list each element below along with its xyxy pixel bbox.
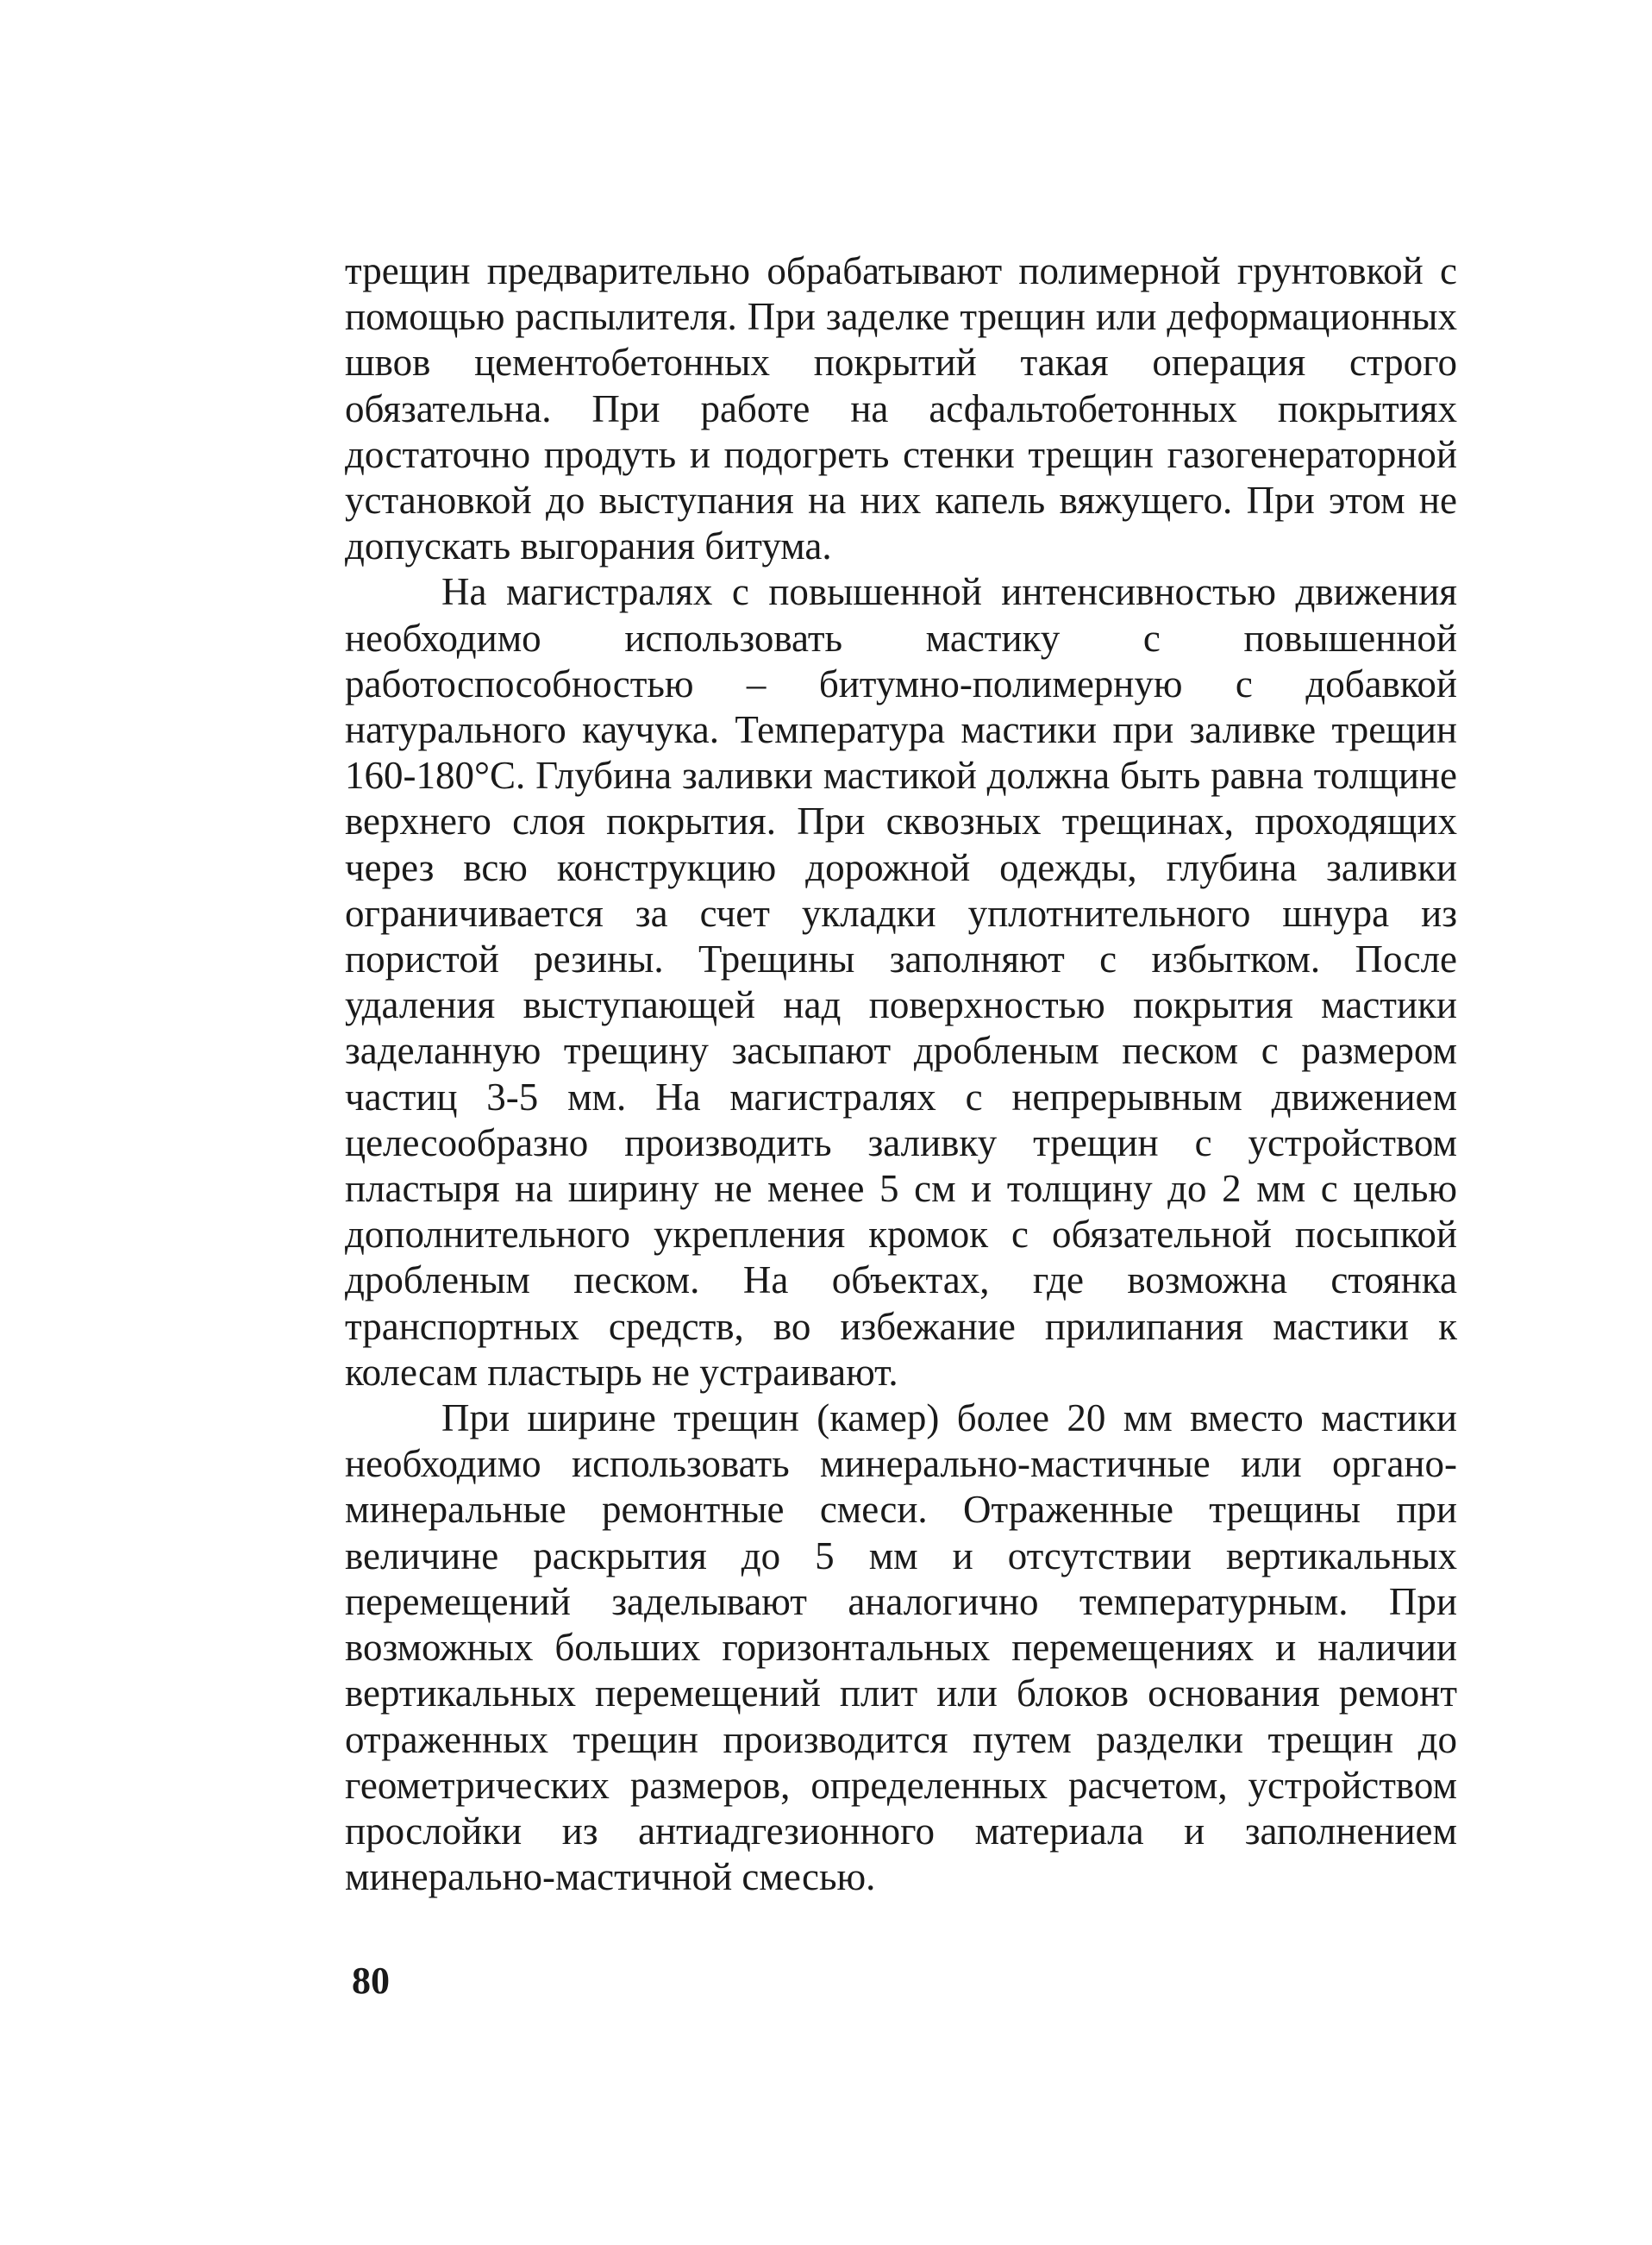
page-body-text <box>345 248 1457 1900</box>
paragraph-1: трещин предварительно обрабатывают полимерной грунтовкой с помощью распылителя. При заделке трещин или деформационных швов цементобетонных покрытий такая операция строго обязательна. При работе на асфальтобетонных покрытиях достаточно продуть и подогреть стенки трещин газогенераторной установкой до выступания на них капель вяжущего. При этом не допускать выгорания битума. <box>345 249 1457 568</box>
page-number: 80 <box>352 1960 390 2002</box>
paragraph-3: При ширине трещин (камер) более 20 мм вместо мастики необходимо использовать минерально-мастичные или органо-минеральные ремонтные смеси. Отраженные трещины при величине раскрытия до 5 мм и отсутствии вертикальных перемещений заделывают аналогично температурным. При возможных больших горизонтальных перемещениях и наличии вертикальных перемещений плит или блоков основания ремонт отраженных трещин производится путем разделки трещин до геометрических размеров, определенных расчетом, устройством прослойки из антиадгезионного материала и заполнением минерально-мастичной смесью. <box>345 1396 1457 1899</box>
paragraph-2: На магистралях с повышенной интенсивностью движения необходимо использовать мастику с повышенной работоспособностью – битумно-полимерную с добавкой натурального каучука. Температура мастики при заливке трещин 160-180°С. Глубина заливки мастикой должна быть равна толщине верхнего слоя покрытия. При сквозных трещинах, проходящих через всю конструкцию дорожной одежды, глубина заливки ограничивается за счет укладки уплотнительного шнура из пористой резины. Трещины заполняют с избытком. После удаления выступающей над поверхностью покрытия мастики заделанную трещину засыпают дробленым песком с размером частиц 3-5 мм. На магистралях с непрерывным движением целесообразно производить заливку трещин с устройством пластыря на ширину не менее 5 см и толщину до 2 мм с целью дополнительного укрепления кромок с обязательной посыпкой дробленым песком. На объектах, где возможна стоянка транспортных средств, во избежание прилипания мастики к колесам пластырь не устраивают. <box>345 570 1457 1394</box>
